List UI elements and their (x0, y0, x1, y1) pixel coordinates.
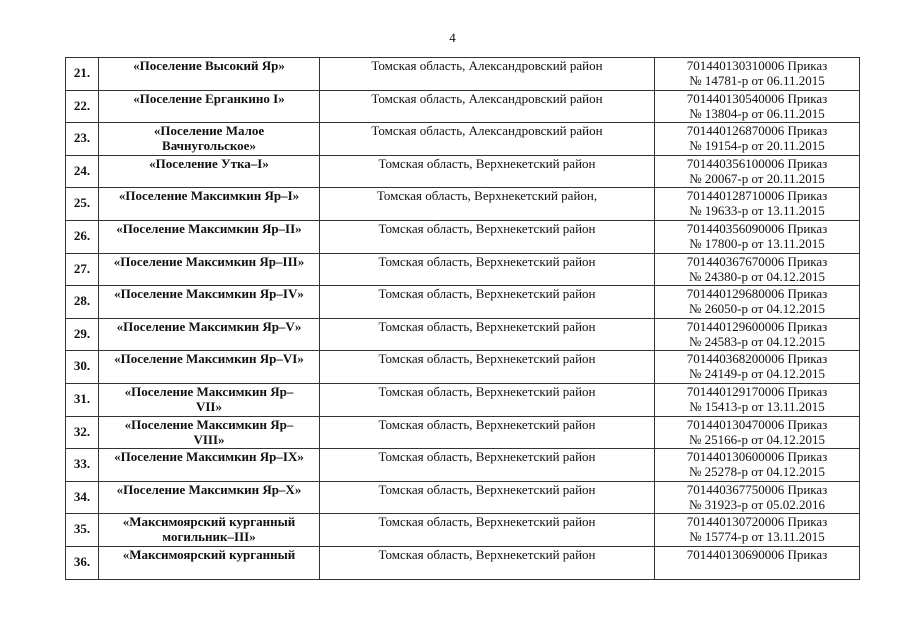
object-name (99, 90, 320, 123)
object-name (99, 123, 320, 156)
registry-order-line: 701440130690006 Приказ (686, 546, 828, 562)
object-name-line: «Поселение Малое (153, 123, 265, 139)
registry-order (655, 514, 860, 547)
object-name (99, 155, 320, 188)
object-location: Томская область, Верхнекетский район (320, 286, 655, 319)
object-location: Томская область, Верхнекетский район (320, 253, 655, 286)
object-name-line: VII» (195, 398, 222, 414)
object-location: Томская область, Верхнекетский район (320, 481, 655, 514)
row-number: 32. (66, 416, 99, 449)
registry-order (655, 481, 860, 514)
object-name-line: «Максимоярский курганный (122, 546, 296, 562)
table-row (66, 58, 860, 91)
table-row (66, 188, 860, 221)
registry-order-line: № 19633-р от 13.11.2015 (689, 203, 825, 219)
row-number: 28. (66, 286, 99, 319)
table-row (66, 90, 860, 123)
object-name-line: могильник–III» (162, 529, 256, 545)
object-location: Томская область, Верхнекетский район (320, 514, 655, 547)
object-name-line: «Поселение Максимкин Яр–III» (113, 253, 305, 269)
object-location: Томская область, Верхнекетский район (320, 318, 655, 351)
table-row (66, 123, 860, 156)
row-number: 34. (66, 481, 99, 514)
table-row (66, 253, 860, 286)
object-name-line: «Поселение Утка–I» (149, 155, 269, 171)
object-name (99, 416, 320, 449)
row-number: 26. (66, 220, 99, 253)
registry-order-line: № 24149-р от 04.12.2015 (689, 366, 825, 382)
object-name (99, 220, 320, 253)
row-number: 23. (66, 123, 99, 156)
object-name-line: «Поселение Максимкин Яр– (124, 416, 294, 432)
object-name (99, 253, 320, 286)
registry-order-line: № 24380-р от 04.12.2015 (689, 268, 825, 284)
registry-order-line: 701440367670006 Приказ (686, 253, 828, 269)
object-name (99, 449, 320, 482)
registry-order-line: № 17800-р от 13.11.2015 (689, 235, 825, 251)
registry-order-line: № 19154-р от 20.11.2015 (689, 138, 825, 154)
registry-order-line: 701440129680006 Приказ (686, 286, 828, 302)
object-location: Томская область, Верхнекетский район (320, 383, 655, 416)
registry-order-line: 701440130540006 Приказ (686, 90, 828, 106)
object-name (99, 383, 320, 416)
row-number: 29. (66, 318, 99, 351)
table-row (66, 546, 860, 579)
registry-order (655, 546, 860, 579)
registry-order (655, 220, 860, 253)
object-name (99, 318, 320, 351)
row-number: 27. (66, 253, 99, 286)
object-location: Томская область, Верхнекетский район (320, 155, 655, 188)
row-number: 22. (66, 90, 99, 123)
table-row (66, 351, 860, 384)
registry-order-line: № 20067-р от 20.11.2015 (689, 170, 825, 186)
object-name-line: «Поселение Ерганкино I» (133, 90, 285, 106)
registry-order-line: 701440356100006 Приказ (686, 155, 828, 171)
registry-order-line: № 15774-р от 13.11.2015 (689, 529, 825, 545)
object-location: Томская область, Верхнекетский район (320, 449, 655, 482)
page-number: 4 (449, 30, 456, 45)
object-name (99, 286, 320, 319)
object-name-line: «Поселение Максимкин Яр–V» (116, 318, 302, 334)
object-location: Томская область, Верхнекетский район (320, 220, 655, 253)
object-name (99, 58, 320, 91)
registry-order-line: 701440128710006 Приказ (686, 188, 828, 204)
registry-order-line: 701440129170006 Приказ (686, 383, 828, 399)
registry-order-line: № 25166-р от 04.12.2015 (689, 431, 825, 447)
registry-order (655, 286, 860, 319)
registry-order (655, 123, 860, 156)
registry-order-line: 701440130470006 Приказ (686, 416, 828, 432)
row-number: 35. (66, 514, 99, 547)
object-location: Томская область, Александровский район (320, 123, 655, 156)
registry-order (655, 416, 860, 449)
object-name-line: «Поселение Высокий Яр» (133, 58, 285, 73)
row-number: 25. (66, 188, 99, 221)
registry-order-line: № 26050-р от 04.12.2015 (689, 301, 825, 317)
object-name-line: «Максимоярский курганный (122, 514, 296, 530)
registry-order (655, 383, 860, 416)
registry-order (655, 318, 860, 351)
object-location: Томская область, Верхнекетский район, (320, 188, 655, 221)
table-row (66, 449, 860, 482)
table-row (66, 155, 860, 188)
object-location: Томская область, Верхнекетский район (320, 416, 655, 449)
object-name-line: «Поселение Максимкин Яр–II» (116, 220, 302, 236)
object-name-line: Вачнугольское» (162, 138, 256, 154)
registry-order-line: 701440356090006 Приказ (686, 220, 828, 236)
registry-order-line: 701440126870006 Приказ (686, 123, 828, 139)
object-location: Томская область, Александровский район (320, 90, 655, 123)
registry-order (655, 253, 860, 286)
registry-order-line: 701440130310006 Приказ (686, 58, 828, 73)
row-number: 21. (66, 58, 99, 91)
object-name (99, 514, 320, 547)
registry-order (655, 351, 860, 384)
object-name (99, 546, 320, 579)
object-name-line: VIII» (193, 431, 225, 447)
object-name-line: «Поселение Максимкин Яр–IX» (114, 449, 304, 465)
table-row (66, 318, 860, 351)
object-name-line: «Поселение Максимкин Яр–I» (118, 188, 300, 204)
registry-order-line: 701440130720006 Приказ (686, 514, 828, 530)
object-location: Томская область, Верхнекетский район (320, 546, 655, 579)
object-location: Томская область, Александровский район (320, 58, 655, 91)
table-row (66, 286, 860, 319)
object-name-line: «Поселение Максимкин Яр–X» (116, 481, 302, 497)
object-name-line: «Поселение Максимкин Яр–VI» (114, 351, 304, 367)
table-row (66, 481, 860, 514)
table-row (66, 383, 860, 416)
row-number: 36. (66, 546, 99, 579)
row-number: 24. (66, 155, 99, 188)
table-row (66, 220, 860, 253)
object-name (99, 481, 320, 514)
table-row (66, 416, 860, 449)
registry-order-line: 701440367750006 Приказ (686, 481, 828, 497)
object-name (99, 351, 320, 384)
registry-table-body (66, 58, 860, 580)
registry-order-line: № 15413-р от 13.11.2015 (689, 398, 825, 414)
row-number: 33. (66, 449, 99, 482)
registry-order-line: № 25278-р от 04.12.2015 (689, 464, 825, 480)
table-row (66, 514, 860, 547)
row-number: 31. (66, 383, 99, 416)
registry-order (655, 155, 860, 188)
registry-order-line: 701440368200006 Приказ (686, 351, 828, 367)
registry-order-line: № 24583-р от 04.12.2015 (689, 333, 825, 349)
registry-order (655, 449, 860, 482)
object-name-line: «Поселение Максимкин Яр– (124, 383, 294, 399)
heritage-registry-table (65, 57, 860, 580)
object-name-line: «Поселение Максимкин Яр–IV» (114, 286, 304, 302)
row-number: 30. (66, 351, 99, 384)
registry-order-line: № 31923-р от 05.02.2016 (689, 496, 825, 512)
object-name (99, 188, 320, 221)
registry-order-line: 701440129600006 Приказ (686, 318, 828, 334)
registry-order-line: 701440130600006 Приказ (686, 449, 828, 465)
registry-order-line: № 14781-р от 06.11.2015 (689, 73, 825, 88)
registry-order-line: № 13804-р от 06.11.2015 (689, 105, 825, 121)
registry-order (655, 58, 860, 91)
object-location: Томская область, Верхнекетский район (320, 351, 655, 384)
registry-order (655, 90, 860, 123)
registry-order (655, 188, 860, 221)
